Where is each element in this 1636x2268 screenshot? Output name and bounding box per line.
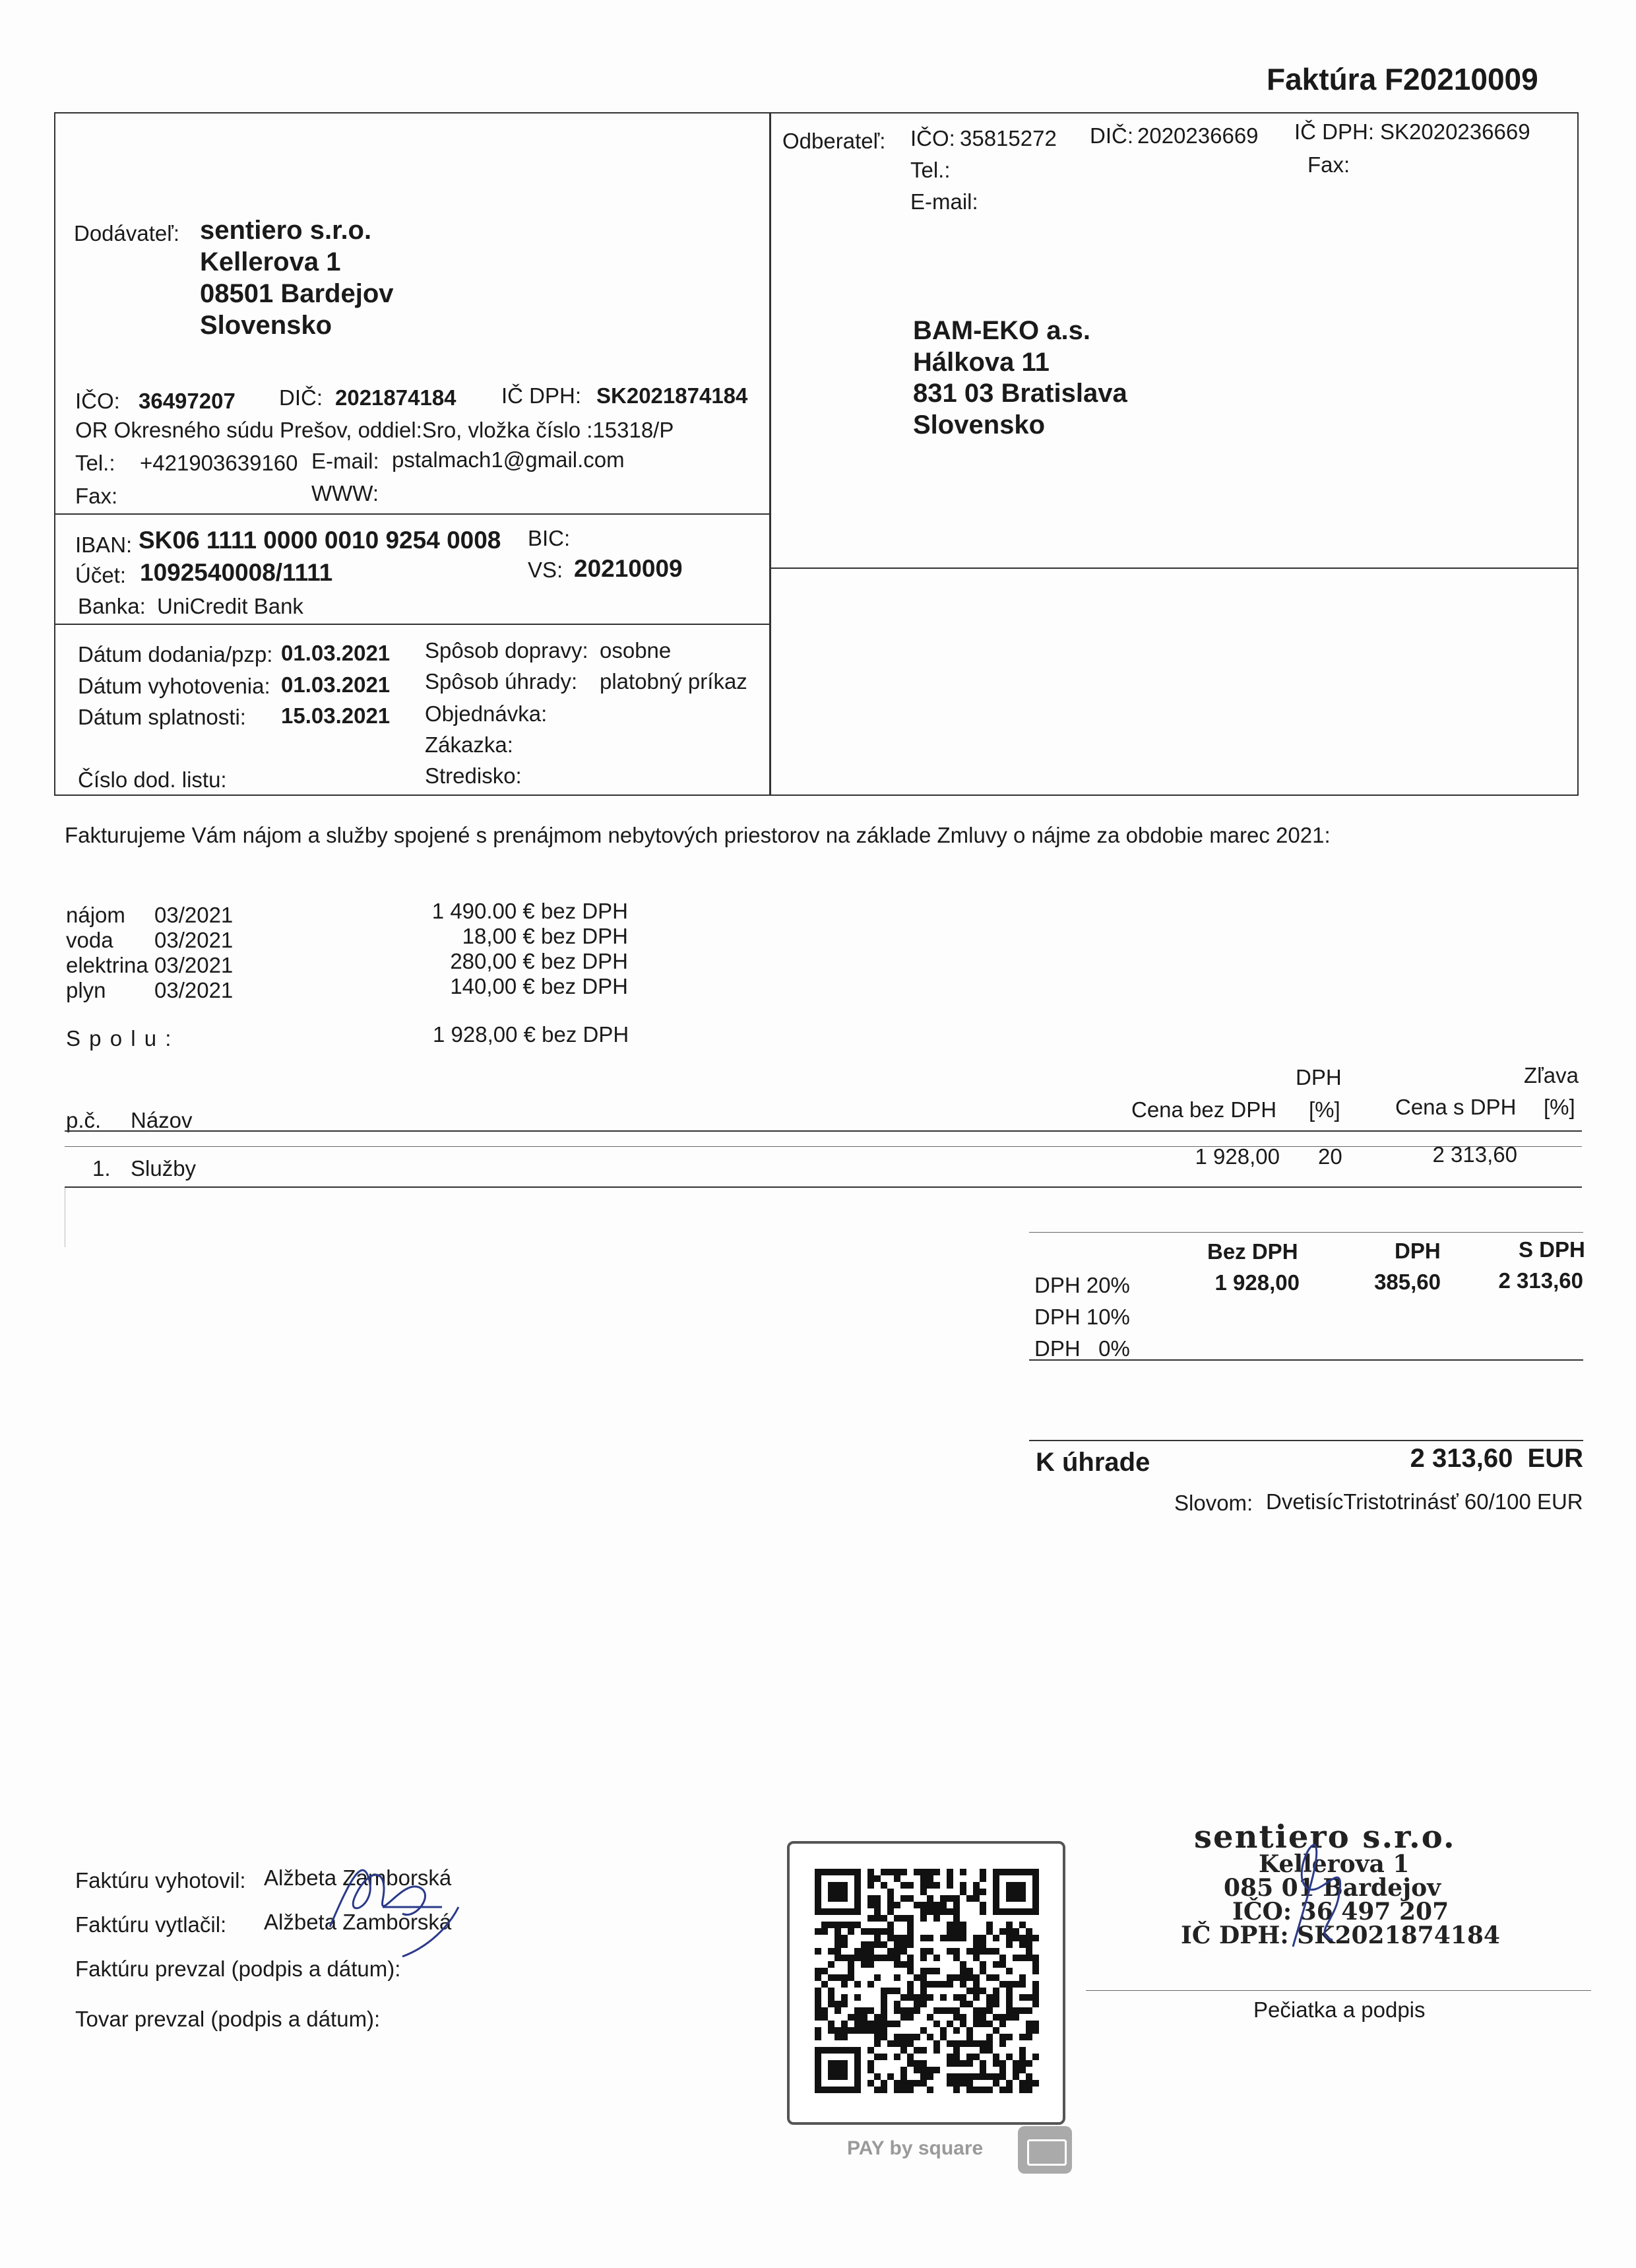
breakdown-period: 03/2021 <box>154 978 234 1002</box>
stamp-line: Kellerova 1 <box>1259 1850 1410 1878</box>
breakdown-name: plyn <box>66 978 106 1002</box>
vat-row-vat: 385,60 <box>1374 1270 1441 1294</box>
customer-label: Odberateľ: <box>782 129 886 153</box>
due-date: 15.03.2021 <box>281 703 391 728</box>
supplier-tel: +421903639160 <box>140 451 298 475</box>
table-bottom-line <box>65 1186 1582 1188</box>
supplier-ico-label: IČO: <box>75 389 120 413</box>
stamp-label: Pečiatka a podpis <box>1253 1997 1426 2022</box>
signature-icon <box>1253 1834 1425 1960</box>
supplier-tel-label: Tel.: <box>75 451 115 475</box>
vat-col-vat: DPH <box>1395 1239 1441 1263</box>
bank-label: Banka: <box>78 594 146 618</box>
vat-summary-bottom-line <box>1029 1359 1583 1361</box>
delivery-note-label: Číslo dod. listu: <box>78 767 227 792</box>
vat-row-label: DPH 20% <box>1034 1273 1130 1297</box>
supplier-ico: 36497207 <box>139 389 236 413</box>
sum-value: 1 928,00 € bez DPH <box>433 1022 629 1047</box>
breakdown-period: 03/2021 <box>154 928 234 952</box>
customer-name: BAM-EKO a.s. <box>913 316 1090 345</box>
pay-by-square-label: PAY by square <box>847 2137 984 2159</box>
supplier-email-label: E-mail: <box>311 449 379 473</box>
in-words-label: Slovom: <box>1174 1491 1253 1515</box>
issued-by-label: Faktúru vyhotovil: <box>75 1868 246 1893</box>
col-vat-bottom: [%] <box>1309 1097 1340 1122</box>
col-pc: p.č. <box>66 1108 102 1132</box>
breakdown-period: 03/2021 <box>154 903 234 927</box>
breakdown-amount: 1 490.00 € bez DPH <box>431 899 628 923</box>
vat-row-base: 1 928,00 <box>1214 1270 1300 1295</box>
table-header-line <box>65 1146 1582 1147</box>
vat-row-total: 2 313,60 <box>1498 1268 1583 1293</box>
breakdown-amount: 140,00 € bez DPH <box>450 974 628 998</box>
table-header-line <box>65 1130 1582 1132</box>
sum-label: S p o l u : <box>66 1026 173 1051</box>
transport: osobne <box>600 638 672 663</box>
to-pay-line <box>1029 1440 1583 1441</box>
customer-tel-label: Tel.: <box>910 158 951 182</box>
breakdown-name: nájom <box>66 903 125 927</box>
breakdown-period: 03/2021 <box>154 953 234 977</box>
supplier-dic: 2021874184 <box>335 385 456 410</box>
breakdown-name: voda <box>66 928 113 952</box>
to-pay-amount: 2 313,60 EUR <box>1410 1444 1583 1473</box>
customer-ico-label: IČO: <box>910 126 955 150</box>
customer-street: Hálkova 11 <box>913 348 1050 377</box>
supplier-fax-label: Fax: <box>75 484 118 508</box>
customer-email-label: E-mail: <box>910 189 978 214</box>
payment-label: Spôsob úhrady: <box>425 669 578 694</box>
vat-col-base: Bez DPH <box>1207 1239 1298 1264</box>
qr-code-icon <box>815 1869 1039 2093</box>
card-icon <box>1018 2126 1072 2174</box>
customer-dic: 2020236669 <box>1137 123 1259 148</box>
customer-icdph-label: IČ DPH: <box>1294 119 1375 144</box>
supplier-register: OR Okresného súdu Prešov, oddiel:Sro, vložka číslo :15318/P <box>75 418 674 442</box>
vat-row-label: DPH 0% <box>1034 1336 1130 1361</box>
qr-code-frame <box>787 1841 1065 2125</box>
divider <box>54 513 771 515</box>
bic-label: BIC: <box>528 526 571 550</box>
bank-name: UniCredit Bank <box>157 594 303 618</box>
supplier-country: Slovensko <box>200 311 332 340</box>
issue-date-label: Dátum vyhotovenia: <box>78 674 270 698</box>
row-price: 1 928,00 <box>1195 1144 1280 1169</box>
supplier-dic-label: DIČ: <box>279 385 323 410</box>
col-disc-bottom: [%] <box>1544 1095 1575 1119</box>
to-pay-label: K úhrade <box>1036 1448 1150 1477</box>
signature-icon <box>303 1841 475 1966</box>
customer-dic-label: DIČ: <box>1090 123 1133 148</box>
vat-col-total: S DPH <box>1519 1237 1585 1262</box>
customer-icdph: SK2020236669 <box>1380 119 1530 144</box>
supplier-email: pstalmach1@gmail.com <box>392 447 625 472</box>
contract-label: Zákazka: <box>425 732 513 757</box>
invoice-title: Faktúra F20210009 <box>1267 62 1538 96</box>
printed-by: Alžbeta Zamborská <box>264 1910 452 1934</box>
col-disc-top: Zľava <box>1524 1063 1579 1087</box>
issue-date: 01.03.2021 <box>281 672 391 697</box>
supplier-icdph-label: IČ DPH: <box>501 383 582 408</box>
iban: SK06 1111 0000 0010 9254 0008 <box>139 527 501 554</box>
supplier-name: sentiero s.r.o. <box>200 216 372 245</box>
stamp-line: 085 01 Bardejov <box>1224 1874 1441 1902</box>
col-vat-top: DPH <box>1296 1065 1342 1089</box>
supplier-icdph: SK2021874184 <box>596 383 748 408</box>
payment: platobný príkaz <box>600 669 747 694</box>
customer-fax-label: Fax: <box>1307 152 1350 177</box>
breakdown-name: elektrina <box>66 953 148 977</box>
row-vat: 20 <box>1318 1144 1342 1169</box>
customer-ico: 35815272 <box>960 126 1057 150</box>
printed-by-label: Faktúru vytlačil: <box>75 1912 227 1937</box>
customer-country: Slovensko <box>913 410 1046 439</box>
account-label: Účet: <box>75 563 127 587</box>
vat-row-label: DPH 10% <box>1034 1305 1130 1329</box>
received-label: Faktúru prevzal (podpis a dátum): <box>75 1957 401 1981</box>
issued-by: Alžbeta Zamborská <box>264 1865 452 1890</box>
intro-text: Fakturujeme Vám nájom a služby spojené s prenájmom nebytových priestorov na základe Zmluvy o nájme za obdobie marec 2021: <box>65 823 1331 847</box>
stamp-line-divider <box>1086 1990 1591 1991</box>
delivery-date: 01.03.2021 <box>281 641 391 665</box>
stamp-line: IČ DPH: SK2021874184 <box>1181 1922 1500 1949</box>
supplier-label: Dodávateľ: <box>74 221 180 245</box>
col-price-vat: Cena s DPH <box>1395 1095 1517 1119</box>
breakdown-amount: 18,00 € bez DPH <box>462 924 628 948</box>
col-price: Cena bez DPH <box>1131 1097 1277 1122</box>
stamp-line: IČO: 36 497 207 <box>1232 1898 1449 1926</box>
customer-city: 831 03 Bratislava <box>913 379 1127 408</box>
breakdown-amount: 280,00 € bez DPH <box>450 949 628 973</box>
row-price-vat: 2 313,60 <box>1432 1142 1517 1167</box>
vat-summary-top-line <box>1029 1232 1583 1233</box>
delivery-date-label: Dátum dodania/pzp: <box>78 642 273 666</box>
vs-label: VS: <box>528 558 563 582</box>
supplier-street: Kellerova 1 <box>200 247 341 276</box>
row-pc: 1. <box>92 1156 111 1181</box>
supplier-www-label: WWW: <box>311 481 379 505</box>
divider <box>54 624 771 625</box>
col-name: Názov <box>131 1108 193 1132</box>
divider <box>769 567 1579 569</box>
customer-frame <box>769 112 1579 796</box>
vs: 20210009 <box>574 555 683 582</box>
stamp-line: sentiero s.r.o. <box>1194 1819 1456 1856</box>
due-date-label: Dátum splatnosti: <box>78 705 246 729</box>
account: 1092540008/1111 <box>140 559 333 586</box>
order-label: Objednávka: <box>425 701 548 726</box>
iban-label: IBAN: <box>75 533 133 557</box>
center-label: Stredisko: <box>425 763 522 788</box>
in-words: DvetisícTristotrinásť 60/100 EUR <box>1266 1489 1583 1514</box>
goods-received-label: Tovar prevzal (podpis a dátum): <box>75 2007 381 2031</box>
supplier-city: 08501 Bardejov <box>200 279 394 308</box>
transport-label: Spôsob dopravy: <box>425 638 588 663</box>
row-name: Služby <box>131 1156 197 1181</box>
